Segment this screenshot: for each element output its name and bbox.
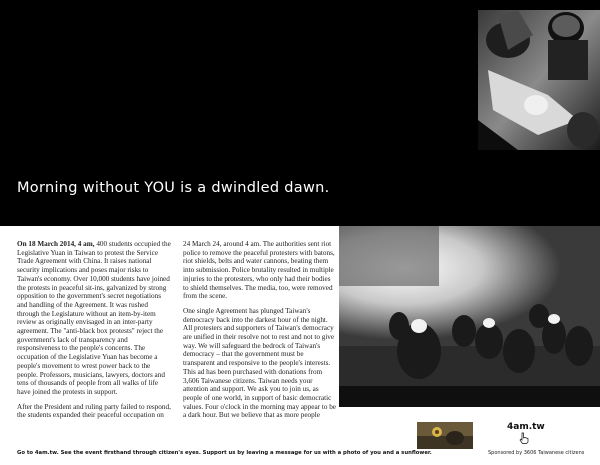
- hero-banner: [0, 0, 600, 226]
- water-cannon-photo-icon: [339, 226, 600, 407]
- footer-call-to-action: Go to 4am.tw. See the event firsthand through citizen's eyes. Support us by leaving a message for us with a photo of you and a sunflower.: [17, 450, 432, 456]
- headline: Morning without YOU is a dwindled dawn.: [17, 180, 330, 196]
- article-lead: On 18 March 2014, 4 am,: [17, 240, 95, 248]
- sponsor-credit: Sponsored by 3606 Taiwanese citizens: [488, 450, 585, 456]
- article-body: [17, 240, 337, 425]
- article-paragraph-2: After the President and ruling party failed to respond, the students expanded their peaceful occupation on 24 March 24, around 4 am. The authorities sent riot police to remove the peaceful protesters with batons, riot shields, belts and water cannons, beating them into submission. Police brutality resulted in multiple injuries to the protesters, who only had their bodies to shield themselves. The media, too, were removed from the scene.: [17, 240, 335, 420]
- hand-pointer-icon: [519, 432, 529, 444]
- riot-police-photo-icon: [478, 10, 600, 150]
- article-paragraph: [17, 240, 171, 397]
- website-url-link[interactable]: 4am.tw: [507, 422, 545, 432]
- sunflower-thumbnail-icon[interactable]: [417, 422, 473, 449]
- article-paragraph-3: One single Agreement has plunged Taiwan's democracy back into the darkest hour of the night. All protesters and supporters of Taiwan's democracy are unified in their resolve not to rest and not to give way. We will safeguard the bedrock of Taiwan's democracy – that the government must be transparent and responsive to the people's interests. This ad has been purchased with donations from 3,606 Taiwanese citizens. Taiwan needs your attention and support. We ask you to join us, as people of one world, in support of basic democratic values. Four o'clock in the morning may appear to be a dark hour. But we believe that as more people: [183, 306, 336, 420]
- article-paragraph-1: 400 students occupied the Legislative Yuan in Taiwan to protest the Service Trade Agreement with China. It raises national security implications and poses major risks to Taiwan's economy. Over 10,000 students have joined the protests in peaceful sit-ins, galvanized by strong opposition to the government's secret negotiations and handling of the Agreement. It was rushed through the Legislature without an item-by-item review as originally envisaged in an inter-party agreement. The "anti-black box protests" reject the government's lack of transparency and responsiveness to the people's concerns. The occupation of the Legislative Yuan has become a people's movement to wrest power back to the people. Professors, musicians, lawyers, doctors and tens of thousands of people from all walks of life have joined the protests in support.: [17, 240, 171, 396]
